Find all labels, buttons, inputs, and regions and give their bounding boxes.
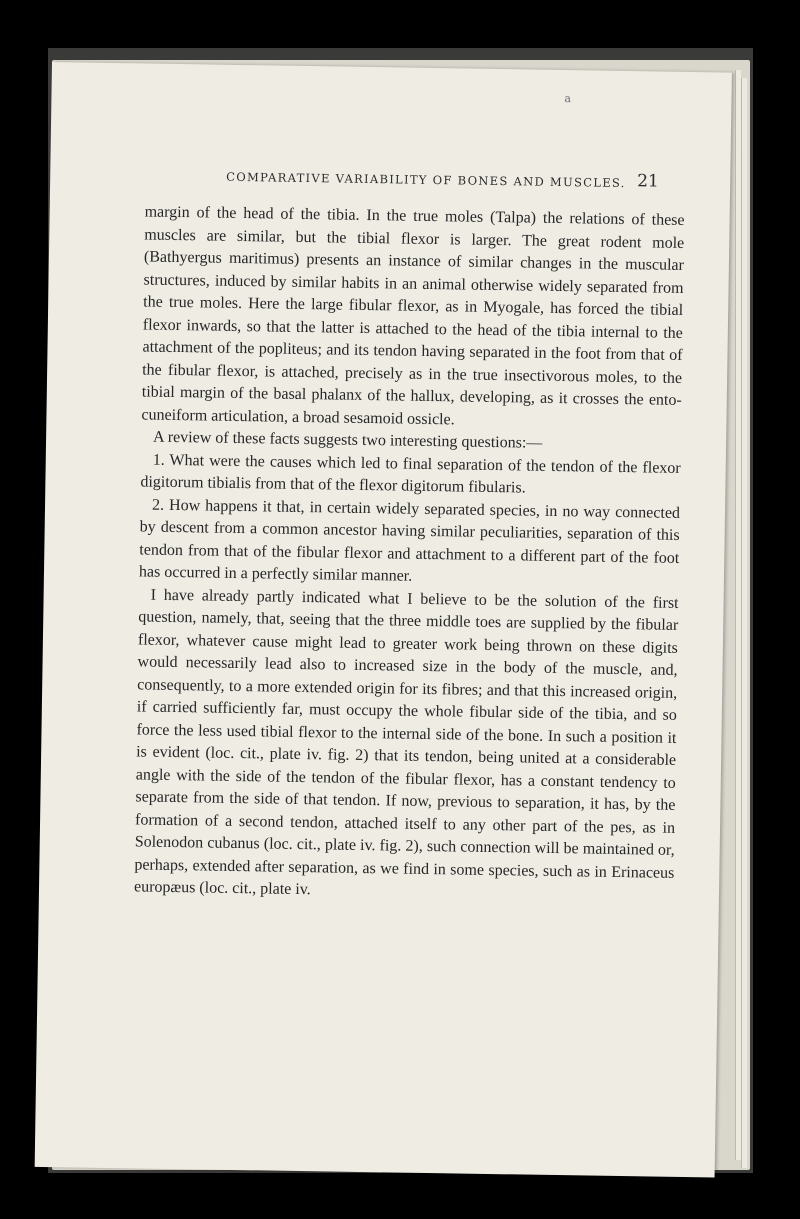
question-2: 2. How happens it that, in certain widely separated species, in no way connected by descent from a common ancestor having similar peculiarities, separation of this tendon from that of the fibular flexor and attachment to a different part of the foot has occurred in a perfectly similar manner.: [138, 496, 681, 585]
ink-mark: a: [564, 92, 572, 106]
page-number: 21: [637, 171, 659, 192]
paragraph: I have already partly indicated what I believe to be the solution of the first question, namely, that, seeing that the three middle toes are supplied by the fibular flexor, whatever cause might lead to greater work being thrown on these digits would necessarily lead also to increased size in the body of the muscle, and, consequently, to a more extended origin for its fibres; and that this increased origin, if carried sufficiently far, must occupy the whole fibular side of the tibia, and so force the less used tibial flexor to the internal side of the bone. In such a position it is evident (loc. cit., plate iv. fig. 2) that its tendon, being united at a considerable angle with the side of the tendon of the fibular flexor, has a constant tendency to separate from the side of that tendon. If now, previous to separation, it has, by the formation of a second tendon, attached itself to any other part of the pes, as in Solenodon cubanus (loc. cit., plate iv. fig. 2), such connection will be maintained or, perhaps, extended after separation, as we find in some species, such as in Erinaceus europæus (loc. cit., plate iv.: [133, 586, 679, 899]
paragraph: A review of these facts suggests two interesting questions:—: [152, 428, 543, 452]
question-1: 1. What were the causes which led to final separation of the tendon of the flexor digitorum tibialis from that of the flexor digitorum fibularis.: [140, 451, 681, 497]
body-text: [134, 201, 685, 907]
page-edge: [741, 78, 747, 1168]
running-head: COMPARATIVE VARIABILITY OF BONES AND MUSCLES.: [226, 169, 626, 191]
paragraph: margin of the head of the tibia. In the true moles (Talpa) the relations of these muscles are similar, but the tibial flexor is larger. The great rodent mole (Bathyergus maritimus) presents an instance of similar changes in the muscular structures, induced by similar habits in an animal otherwise widely separated from the true moles. Here the large fibular flexor, as in Myogale, has forced the tibial flexor inwards, so that the latter is attached to the head of the tibia internal to the attachment of the popliteus; and its tendon having separated in the foot from that of the fibular flexor, is attached, precisely as in the true insectivorous moles, to the tibial margin of the basal phalanx of the hallux, developing, as it crosses the ento-cuneiform articulation, a broad sesamoid ossicle.: [141, 203, 685, 428]
book-page: [35, 62, 732, 1178]
